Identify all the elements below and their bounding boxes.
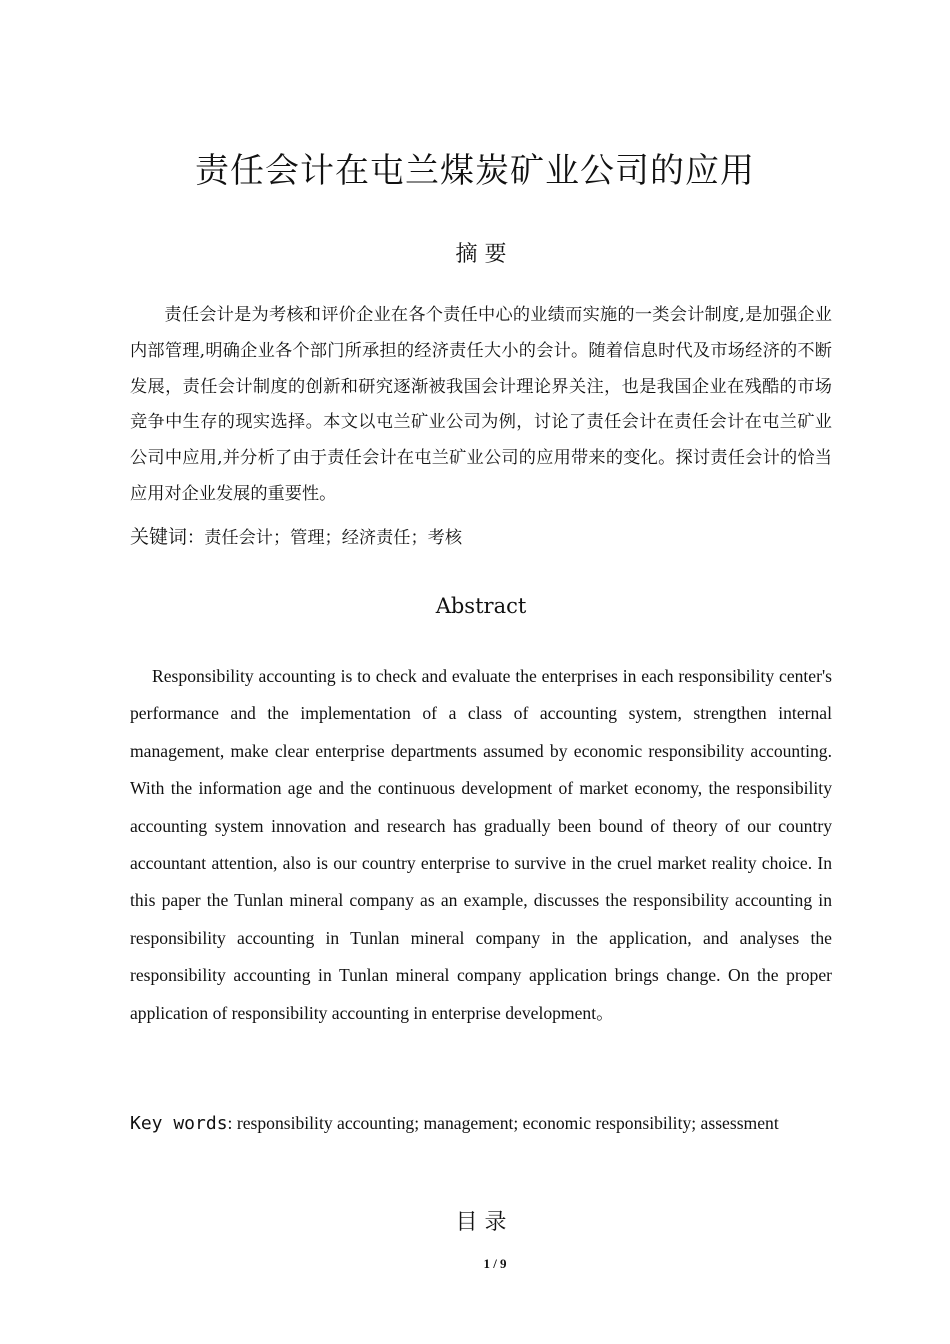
english-keywords-separator: : xyxy=(227,1113,237,1133)
table-of-contents-heading: 目 录 xyxy=(455,1210,507,1235)
english-keywords-list: responsibility accounting; management; economic responsibility; assessment xyxy=(236,1113,779,1133)
page-number: 1 / 9 xyxy=(483,1256,507,1271)
english-abstract-heading: Abstract xyxy=(435,594,527,618)
document-title: 责任会计在屯兰煤炭矿业公司的应用 xyxy=(195,151,755,191)
chinese-abstract-heading: 摘 要 xyxy=(455,242,507,267)
chinese-keywords xyxy=(130,520,832,555)
english-keywords-label: Key words xyxy=(130,1113,228,1134)
chinese-keywords-list: 责任会计；管理；经济责任；考核 xyxy=(204,528,463,548)
english-keywords xyxy=(130,1106,890,1141)
chinese-abstract-body: 责任会计是为考核和评价企业在各个责任中心的业绩而实施的一类会计制度,是加强企业内部管理,明确企业各个部门所承担的经济责任大小的会计。随着信息时代及市场经济的不断发展，责任会计制度的创新和研究逐渐被我国会计理论界关注，也是我国企业在残酷的市场竞争中生存的现实选择。本文以屯兰矿业公司为例，讨论了责任会计在责任会计在屯兰矿业公司中应用,并分析了由于责任会计在屯兰矿业公司的应用带来的变化。探讨责任会计的恰当应用对企业发展的重要性。 xyxy=(130,305,832,504)
english-abstract-body: Responsibility accounting is to check and evaluate the enterprises in each responsibility center's performance and the implementation of a class of accounting system, strengthen internal management, make clear enterprise departments assumed by economic responsibility accounting. With the information age and the continuous development of market economy, the responsibility accounting system innovation and research has gradually been bound of theory of our country accountant attention, also is our country enterprise to survive in the cruel market reality choice. In this paper the Tunlan mineral company as an example, discusses the responsibility accounting in responsibility accounting in Tunlan mineral company in the application, and analyses the responsibility accounting in Tunlan mineral company application brings change. On the proper application of responsibility accounting in enterprise development。 xyxy=(130,666,832,1023)
chinese-keywords-label: 关键词 xyxy=(130,526,188,548)
chinese-keywords-separator: ： xyxy=(187,528,205,548)
